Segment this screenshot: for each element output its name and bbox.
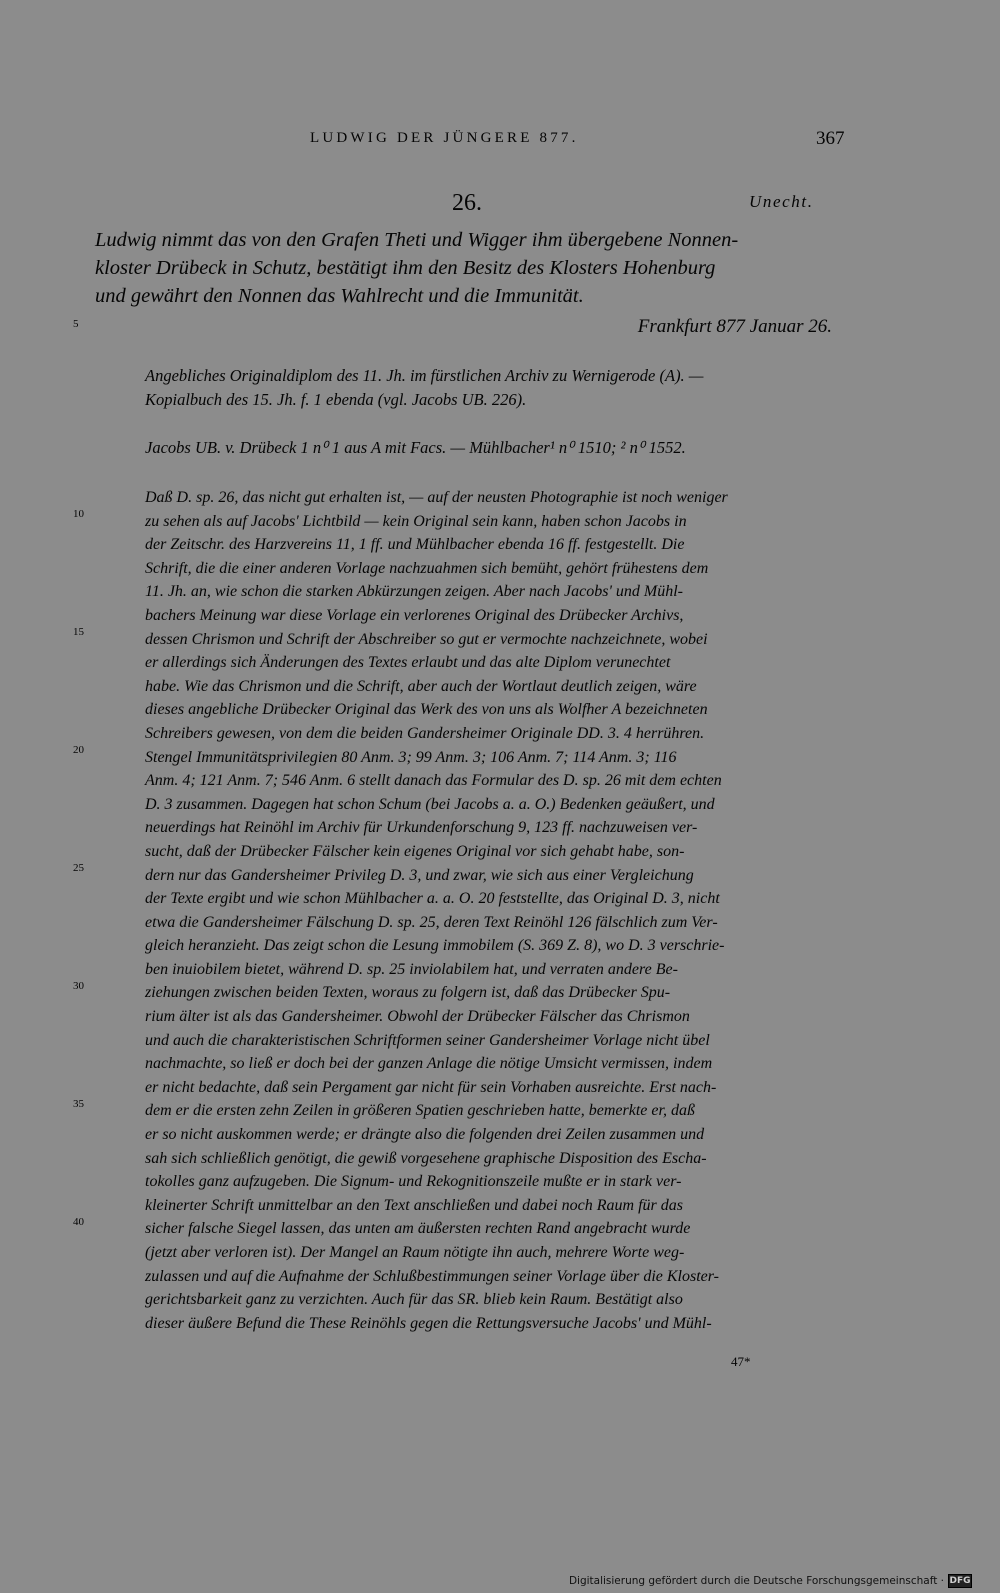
commentary-line: Daß D. sp. 26, das nicht gut erhalten ist, — auf der neusten Photographie ist noch weniger bbox=[145, 489, 728, 506]
running-title: LUDWIG DER JÜNGERE 877. bbox=[310, 130, 579, 146]
commentary-line: dieser äußere Befund die These Reinöhls gegen die Rettungsversuche Jacobs' und Mühl- bbox=[145, 1314, 712, 1332]
commentary-line: 11. Jh. an, wie schon die starken Abkürzungen zeigen. Aber nach Jacobs' und Mühl- bbox=[145, 583, 683, 601]
authenticity-note: Unecht. bbox=[749, 192, 814, 211]
commentary-line: dern nur das Gandersheimer Privileg D. 3, und zwar, wie sich aus einer Vergleichung bbox=[145, 866, 694, 884]
commentary-line: er nicht bedachte, daß sein Pergament gar nicht für sein Vorhaben ausreichte. Erst nach- bbox=[145, 1078, 717, 1096]
commentary-line: D. 3 zusammen. Dagegen hat schon Schum (bei Jacobs a. a. O.) Bedenken geäußert, und bbox=[145, 795, 715, 813]
margin-line-number: 40 bbox=[73, 1216, 84, 1228]
margin-line-number: 5 bbox=[73, 318, 79, 330]
commentary-line: gerichtsbarkeit ganz zu verzichten. Auch für das SR. blieb kein Raum. Bestätigt also bbox=[145, 1291, 683, 1309]
commentary-line: Schrift, die die einer anderen Vorlage nachzuahmen sich bemüht, gehört frühestens dem bbox=[145, 559, 709, 577]
commentary-line: gleich heranzieht. Das zeigt schon die Lesung immobilem (S. 369 Z. 8), wo D. 3 verschrie- bbox=[145, 937, 725, 955]
tradition-line: Kopialbuch des 15. Jh. f. 1 ebenda (vgl. Jacobs UB. 226). bbox=[145, 390, 527, 409]
commentary-line: Anm. 4; 121 Anm. 7; 546 Anm. 6 stellt danach das Formular des D. sp. 26 mit dem echten bbox=[145, 772, 722, 790]
commentary-line: habe. Wie das Chrismon und die Schrift, aber auch der Wortlaut deutlich zeigen, wäre bbox=[145, 677, 697, 695]
commentary-line: er so nicht auskommen werde; er drängte also die folgenden drei Zeilen zusammen und bbox=[145, 1126, 705, 1144]
page-number: 367 bbox=[816, 128, 845, 149]
commentary bbox=[145, 486, 855, 1335]
commentary-line: rium älter ist als das Gandersheimer. Obwohl der Drübecker Fälscher das Chrismon bbox=[145, 1008, 690, 1026]
margin-line-number: 35 bbox=[73, 1098, 84, 1110]
commentary-line: ben inuiobilem bietet, während D. sp. 25 inviolabilem hat, und verraten andere Be- bbox=[145, 960, 678, 978]
footer-credit-text: Digitalisierung gefördert durch die Deutsche Forschungsgemeinschaft · bbox=[568, 1575, 944, 1587]
editions-line: Jacobs UB. v. Drübeck 1 n⁰ 1 aus A mit Facs. — Mühlbacher¹ n⁰ 1510; ² n⁰ 1552. bbox=[145, 438, 686, 457]
commentary-line: tokolles ganz aufzugeben. Die Signum- und Rekognitionszeile mußte er in stark ver- bbox=[145, 1173, 682, 1191]
commentary-line: (jetzt aber verloren ist). Der Mangel an Raum nötigte ihn auch, mehrere Worte weg- bbox=[145, 1244, 685, 1261]
margin-line-number: 20 bbox=[73, 744, 84, 756]
commentary-line: sucht, daß der Drübecker Fälscher kein eigenes Original vor sich gehabt habe, son- bbox=[145, 842, 685, 860]
commentary-line: Schreibers gewesen, von dem die beiden Gandersheimer Originale DD. 3. 4 herrühren. bbox=[145, 724, 705, 742]
commentary-line: dessen Chrismon und Schrift der Abschreiber so gut er vermochte nachzeichnete, wobei bbox=[145, 630, 708, 648]
commentary-line: der Texte ergibt und wie schon Mühlbacher a. a. O. 20 feststellte, das Original D. 3, nicht bbox=[145, 890, 720, 908]
commentary-line: zulassen und auf die Aufnahme der Schlußbestimmungen seiner Vorlage über die Kloster- bbox=[145, 1267, 719, 1285]
commentary-line: er allerdings sich Änderungen des Textes erlaubt und das alte Diplom verunechtet bbox=[145, 654, 671, 672]
margin-line-number: 25 bbox=[73, 862, 84, 874]
footer-credit bbox=[569, 1574, 972, 1588]
regest bbox=[95, 226, 855, 310]
commentary-line: zu sehen als auf Jacobs' Lichtbild — kein Original sein kann, haben schon Jacobs in bbox=[145, 512, 687, 530]
dfg-logo-icon: DFG bbox=[949, 1576, 971, 1586]
commentary-line: bachers Meinung war diese Vorlage ein verlorenes Original des Drübecker Archivs, bbox=[145, 606, 684, 624]
regest-line: Ludwig nimmt das von den Grafen Theti und Wigger ihm übergebene Nonnen- bbox=[95, 229, 739, 251]
commentary-line: dem er die ersten zehn Zeilen in größeren Spatien geschrieben hatte, bemerkte er, daß bbox=[145, 1102, 695, 1120]
place-date: Frankfurt 877 Januar 26. bbox=[637, 316, 832, 337]
commentary-line: sah sich schließlich genötigt, die gewiß vorgesehene graphische Disposition des Escha- bbox=[145, 1149, 707, 1167]
commentary-line: kleinerter Schrift unmittelbar an den Text anschließen und dabei noch Raum für das bbox=[145, 1196, 683, 1214]
regest-line: kloster Drübeck in Schutz, bestätigt ihm den Besitz des Klosters Hohenburg bbox=[95, 257, 716, 279]
commentary-line: Stengel Immunitätsprivilegien 80 Anm. 3; 99 Anm. 3; 106 Anm. 7; 114 Anm. 3; 116 bbox=[145, 748, 677, 766]
regest-line: und gewährt den Nonnen das Wahlrecht und die Immunität. bbox=[95, 285, 584, 307]
margin-line-number: 10 bbox=[73, 508, 84, 520]
commentary-line: der Zeitschr. des Harzvereins 11, 1 ff. und Mühlbacher ebenda 16 ff. festgestellt. Die bbox=[145, 536, 685, 554]
commentary-line: und auch die charakteristischen Schriftformen seiner Gandersheimer Vorlage nicht übel bbox=[145, 1031, 710, 1049]
commentary-line: sicher falsche Siegel lassen, das unten am äußersten rechten Rand angebracht wurde bbox=[145, 1220, 691, 1238]
commentary-line: etwa die Gandersheimer Fälschung D. sp. 25, deren Text Reinöhl 126 fälschlich zum Ver- bbox=[145, 913, 718, 931]
commentary-line: dieses angebliche Drübecker Original das Werk des von uns als Wolfher A bezeichneten bbox=[145, 701, 708, 719]
commentary-line: neuerdings hat Reinöhl im Archiv für Urkundenforschung 9, 123 ff. nachzuweisen ver- bbox=[145, 819, 698, 837]
margin-line-number: 15 bbox=[73, 626, 84, 638]
tradition-line: Angebliches Originaldiplom des 11. Jh. im fürstlichen Archiv zu Wernigerode (A). — bbox=[145, 366, 704, 385]
tradition-section bbox=[145, 364, 855, 412]
margin-line-number: 30 bbox=[73, 980, 84, 992]
commentary-line: nachmachte, so ließ er doch bei der ganzen Anlage die nötige Umsicht vermissen, indem bbox=[145, 1055, 713, 1073]
commentary-line: ziehungen zwischen beiden Texten, woraus zu folgern ist, daß das Drübecker Spu- bbox=[145, 984, 671, 1002]
signature-mark: 47* bbox=[731, 1354, 751, 1369]
document-number: 26. bbox=[452, 190, 482, 216]
